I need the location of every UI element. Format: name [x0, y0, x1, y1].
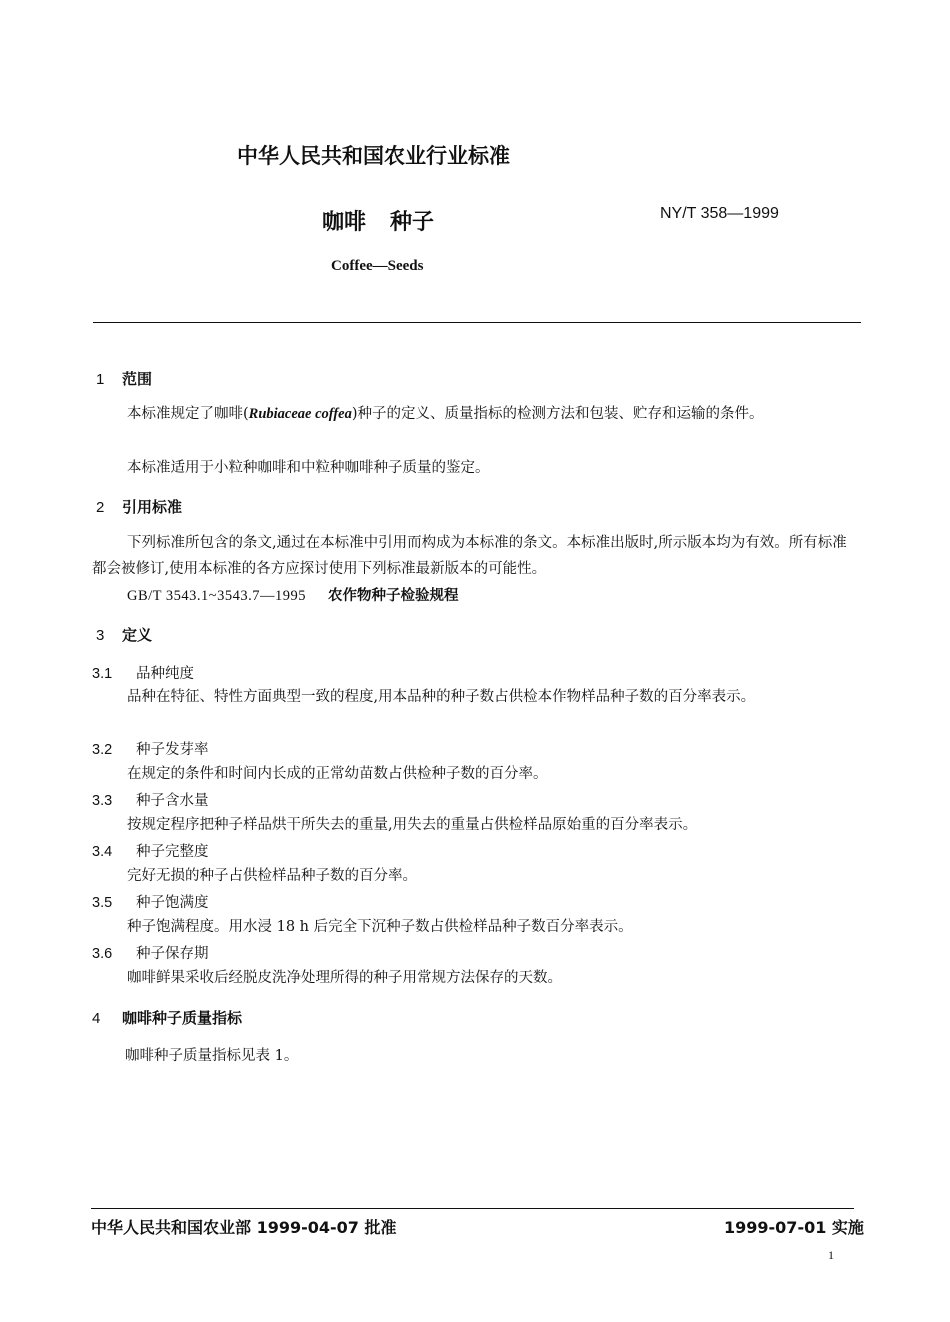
section-4-heading	[92, 1007, 242, 1028]
title-chinese	[322, 205, 434, 236]
latin-name: Rubiaceae coffea	[248, 406, 352, 422]
title-cn-part2: 种子	[390, 210, 435, 235]
issuer-header: 中华人民共和国农业行业标准	[237, 144, 510, 168]
definition-text: 完好无损的种子占供检样品种子数的百分率。	[127, 868, 417, 884]
definition-text: 咖啡鲜果采收后经脱皮洗净处理所得的种子用常规方法保存的天数。	[127, 970, 562, 986]
section-4-paragraph: 咖啡种子质量指标见表 1。	[125, 1048, 299, 1064]
bottom-divider	[91, 1208, 854, 1209]
section-2-number: 2	[96, 499, 105, 516]
section-1-number: 1	[96, 371, 105, 388]
section-2-heading	[96, 496, 182, 517]
section-1-title: 范围	[122, 370, 153, 388]
section-1-paragraph-1: 本标准规定了咖啡(Rubiaceae coffea)种子的定义、质量指标的检测方法和包装、贮存和运输的条件。	[127, 406, 764, 422]
referenced-standard-title: 农作物种子检验规程	[328, 588, 459, 604]
definition-term: 3.3 种子含水量	[92, 793, 209, 809]
section-2-title: 引用标准	[122, 498, 183, 516]
section-3-number: 3	[96, 627, 105, 644]
definition-text: 在规定的条件和时间内长成的正常幼苗数占供检种子数的百分率。	[127, 766, 548, 782]
title-cn-part1: 咖啡	[322, 210, 367, 235]
definition-term: 3.5 种子饱满度	[92, 895, 209, 911]
referenced-standard	[127, 584, 459, 605]
definition-term: 3.2 种子发芽率	[92, 742, 209, 758]
section-1-heading	[96, 368, 152, 389]
approval-line: 中华人民共和国农业部 1999-04-07 批准	[91, 1218, 397, 1237]
definition-term: 3.1 品种纯度	[92, 666, 194, 682]
referenced-standard-code: GB/T 3543.1~3543.7—1995	[127, 588, 306, 604]
section-3-title: 定义	[122, 626, 153, 644]
section-4-title: 咖啡种子质量指标	[122, 1009, 243, 1027]
definition-term: 3.4 种子完整度	[92, 844, 209, 860]
section-3-heading	[96, 624, 152, 645]
definition-text: 种子饱满程度。用水浸 18 h 后完全下沉种子数占供检样品种子数百分率表示。	[127, 919, 633, 935]
standard-code: NY/T 358—1999	[660, 205, 779, 222]
title-english: Coffee—Seeds	[331, 258, 424, 274]
page-number: 1	[828, 1248, 834, 1262]
section-1-paragraph-2: 本标准适用于小粒种咖啡和中粒种咖啡种子质量的鉴定。	[127, 460, 490, 476]
definition-text: 品种在特征、特性方面典型一致的程度,用本品种的种子数占供检本作物样品种子数的百分率表示。	[127, 689, 756, 705]
top-divider	[93, 322, 861, 323]
definition-text: 按规定程序把种子样品烘干所失去的重量,用失去的重量占供检样品原始重的百分率表示。	[127, 817, 698, 833]
definition-term: 3.6 种子保存期	[92, 946, 209, 962]
section-2-paragraph: 下列标准所包含的条文,通过在本标准中引用而构成为本标准的条文。本标准出版时,所示版本均为有效。所有标准都会被修订,使用本标准的各方应探讨使用下列标准最新版本的可能性。	[92, 535, 847, 577]
section-4-number: 4	[92, 1010, 101, 1027]
implementation-line: 1999-07-01 实施	[724, 1218, 864, 1237]
